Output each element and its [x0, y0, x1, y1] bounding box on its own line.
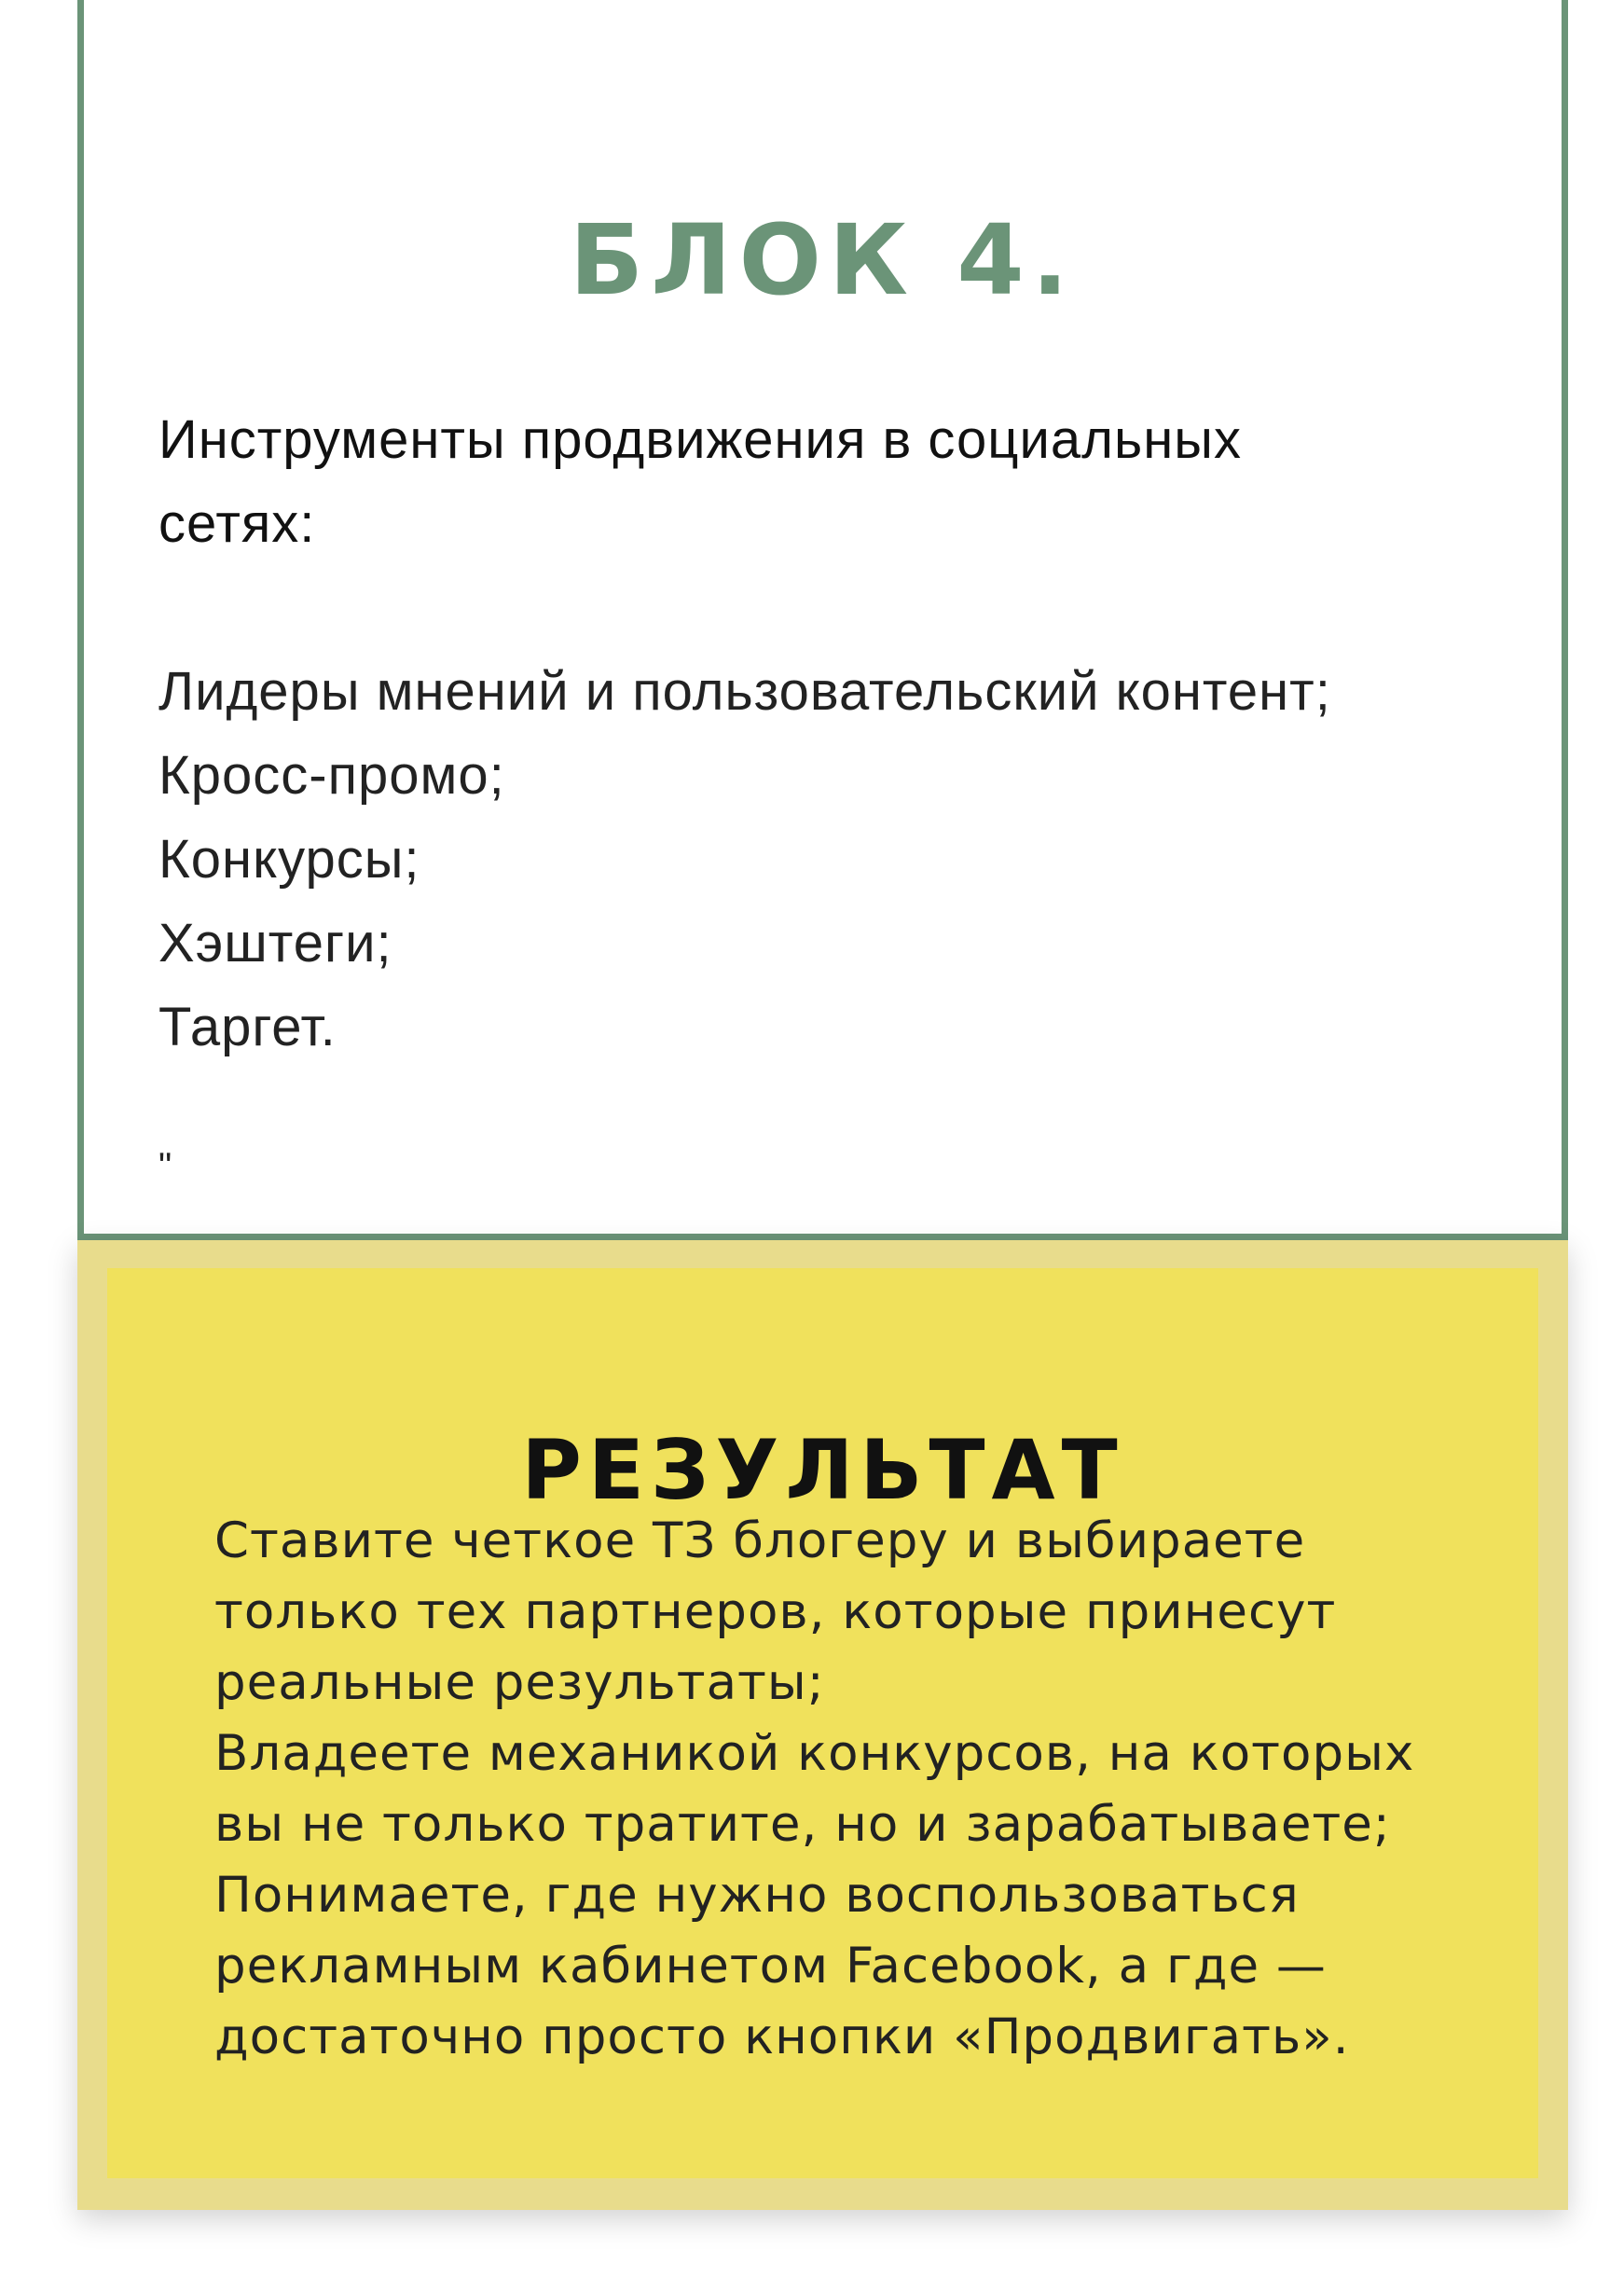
- tool-item: Таргет.: [158, 997, 337, 1057]
- block-title: БЛОК 4.: [569, 202, 1077, 317]
- result-line: рекламным кабинетом Facebook, а где —: [214, 1938, 1327, 1995]
- tool-item: Кросс-промо;: [158, 745, 505, 806]
- block-heading-line: сетях:: [158, 493, 316, 554]
- result-title: РЕЗУЛЬТАТ: [521, 1422, 1124, 1519]
- result-body: [214, 1506, 1482, 2073]
- block-heading: [158, 398, 1482, 566]
- stray-quote-mark: ": [158, 1146, 172, 1187]
- block-heading-line: Инструменты продвижения в социальных: [158, 409, 1242, 470]
- result-card: [77, 1240, 1568, 2210]
- result-panel: [107, 1268, 1538, 2178]
- tool-item: Хэштеги;: [158, 913, 392, 973]
- result-line: реальные результаты;: [214, 1654, 825, 1711]
- result-line: Понимаете, где нужно воспользоваться: [214, 1867, 1300, 1924]
- result-line: Ставите четкое ТЗ блогеру и выбираете: [214, 1512, 1306, 1569]
- tool-item: Лидеры мнений и пользовательский контент;: [158, 661, 1331, 722]
- tool-item: Конкурсы;: [158, 829, 420, 890]
- result-line: только тех партнеров, которые принесут: [214, 1583, 1337, 1640]
- result-line: Владеете механикой конкурсов, на которых: [214, 1725, 1415, 1782]
- block-card: [77, 0, 1568, 1240]
- result-line: достаточно просто кнопки «Продвигать».: [214, 2009, 1350, 2065]
- result-line: вы не только тратите, но и зарабатываете;: [214, 1796, 1391, 1853]
- tool-list: [158, 650, 1331, 1070]
